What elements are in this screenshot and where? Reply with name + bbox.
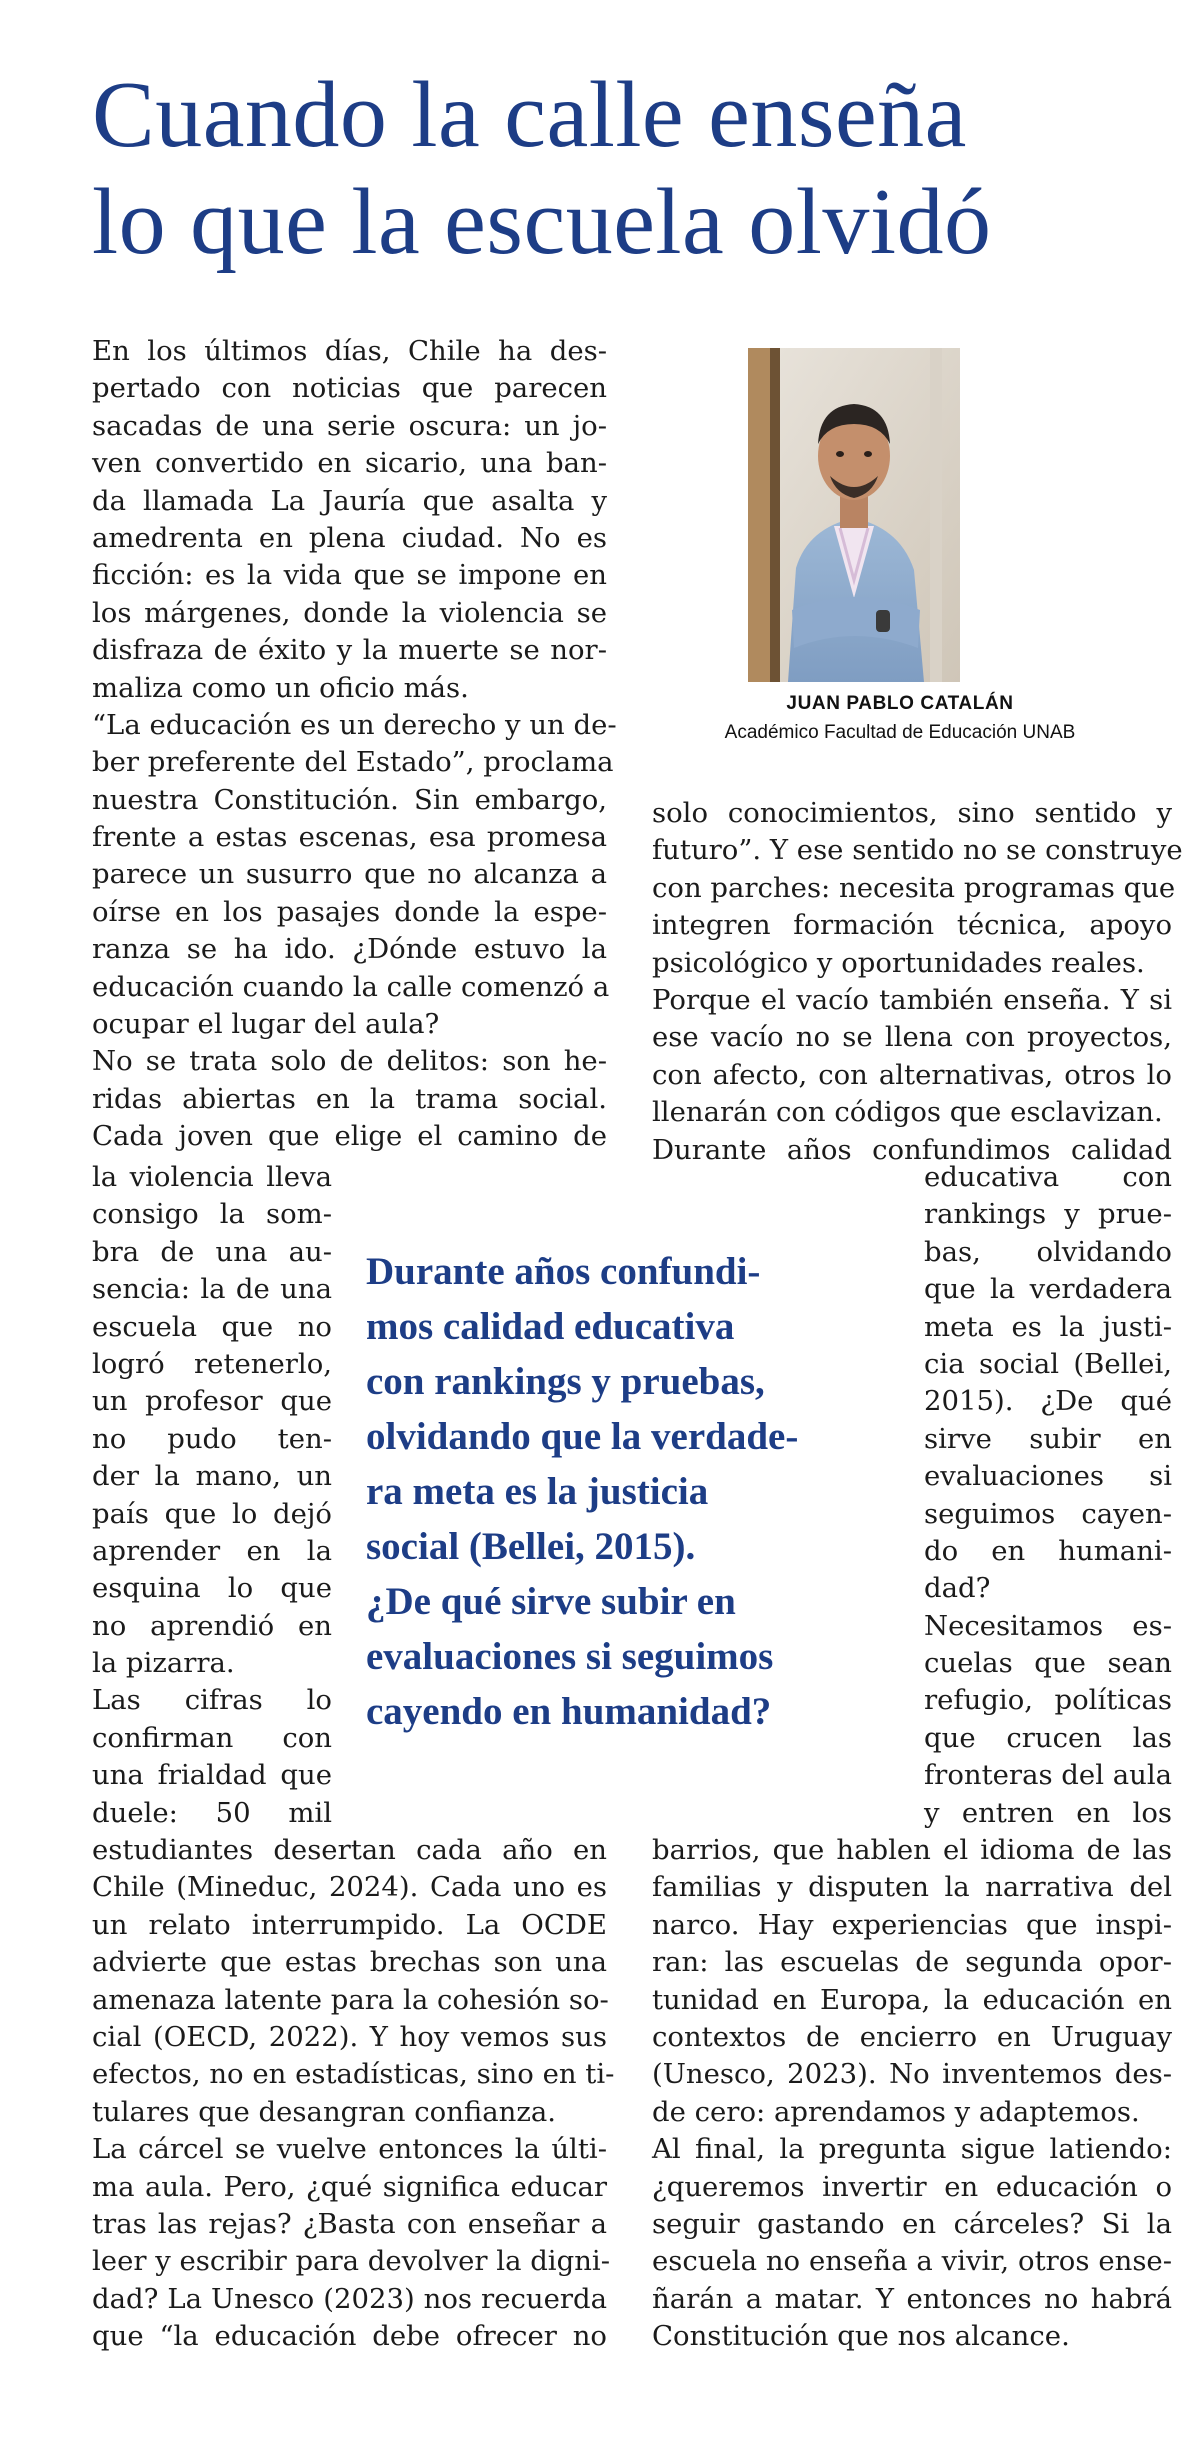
body-text-line: con afecto, con alternativas, otros lo: [652, 1058, 1172, 1091]
body-column-right-top: [652, 795, 1183, 1169]
body-text-line: leer y escribir para devolver la digni-: [92, 2245, 611, 2278]
body-text-line: ran: las escuelas de segunda opor-: [652, 1946, 1172, 1979]
body-text-line: educativa con: [924, 1161, 1172, 1193]
body-text-line: Durante años confundimos calidad: [652, 1133, 1172, 1166]
body-text-line: esquina lo que: [92, 1572, 332, 1605]
body-text-line: que “la educación debe ofrecer no: [92, 2320, 607, 2353]
body-text-line: der la mano, un: [92, 1460, 332, 1493]
body-text-line: ranza se ha ido. ¿Dónde estuvo la: [92, 933, 607, 966]
body-text-line: que crucen las: [924, 1721, 1172, 1754]
body-text-line: contextos de encierro en Uruguay: [652, 2020, 1172, 2053]
body-text-line: Cada joven que elige el camino de: [92, 1120, 607, 1153]
body-text-line: advierte que estas brechas son una: [92, 1946, 607, 1979]
body-text-line: confirman con: [92, 1721, 332, 1754]
body-text-line: ese vacío no se llena con proyectos,: [652, 1021, 1172, 1054]
body-text-line: tunidad en Europa, la educación en: [652, 1983, 1172, 2016]
body-text-line: refugio, políticas: [924, 1684, 1172, 1717]
pull-quote-line: ¿De qué sirve subir en: [366, 1580, 736, 1623]
body-text-line: la pizarra.: [92, 1647, 235, 1680]
body-text-line: los márgenes, donde la violencia se: [92, 596, 607, 629]
body-text-line: cuelas que sean: [924, 1647, 1172, 1680]
body-text-line: no aprendió en: [92, 1609, 332, 1642]
body-text-line: bra de una au-: [92, 1235, 332, 1268]
body-text-line: barrios, que hablen el idioma de las: [652, 1834, 1172, 1866]
pull-quote-line: evaluaciones si seguimos: [366, 1635, 774, 1678]
body-text-line: educación cuando la calle comenzó a: [92, 970, 610, 1003]
body-text-line: En los últimos días, Chile ha des-: [92, 335, 607, 367]
body-text-line: que la verdadera: [924, 1273, 1172, 1306]
body-text-line: familias y disputen la narrativa del: [652, 1871, 1172, 1904]
body-text-line: solo conocimientos, sino sentido y: [652, 797, 1172, 829]
body-text-line: oírse en los pasajes donde la espe-: [92, 895, 607, 928]
body-text-line: consigo la som-: [92, 1198, 332, 1231]
pull-quote-line: olvidando que la verdade-: [366, 1415, 799, 1458]
body-text-line: fronteras del aula: [924, 1759, 1173, 1792]
body-text-line: da llamada La Jauría que asalta y: [92, 484, 607, 517]
body-text-line: Al final, la pregunta sigue latiendo:: [652, 2133, 1172, 2166]
article-headline: [92, 62, 1172, 276]
body-text-line: llenarán con códigos que esclavizan.: [652, 1096, 1163, 1129]
headline-line-1: Cuando la calle enseña: [92, 63, 967, 167]
body-text-line: psicológico y oportunidades reales.: [652, 946, 1145, 979]
body-text-line: la violencia lleva: [92, 1161, 332, 1193]
body-text-line: sencia: la de una: [92, 1273, 332, 1306]
body-text-line: estudiantes desertan cada año en: [92, 1834, 607, 1866]
body-column-right-bottom: [652, 1832, 1172, 2355]
body-text-line: dad? La Unesco (2023) nos recuerda: [92, 2282, 607, 2315]
body-text-line: narco. Hay experiencias que inspi-: [652, 1908, 1172, 1941]
body-text-line: Constitución que nos alcance.: [652, 2320, 1070, 2353]
pull-quote-line: cayendo en humanidad?: [366, 1690, 772, 1733]
body-text-line: bas, olvidando: [924, 1235, 1172, 1268]
body-text-line: frente a estas escenas, esa promesa: [92, 821, 607, 854]
body-text-line: “La educación es un derecho y un de-: [92, 708, 617, 741]
body-column-left-narrow: [92, 1159, 332, 1832]
body-text-line: ridas abiertas en la trama social.: [92, 1082, 607, 1115]
body-text-line: seguimos cayen-: [924, 1497, 1172, 1530]
pull-quote-line: ra meta es la justicia: [366, 1470, 709, 1513]
pull-quote-line: mos calidad educativa: [366, 1305, 735, 1348]
body-text-line: disfraza de éxito y la muerte se nor-: [92, 634, 607, 667]
body-text-line: una frialdad que: [92, 1759, 332, 1792]
body-text-line: ficción: es la vida que se impone en: [92, 559, 607, 592]
pull-quote: [366, 1244, 896, 1739]
body-text-line: Chile (Mineduc, 2024). Cada uno es: [92, 1871, 607, 1904]
body-text-line: No se trata solo de delitos: son he-: [92, 1045, 607, 1078]
body-text-line: integren formación técnica, apoyo: [652, 909, 1172, 942]
body-text-line: ñarán a matar. Y entonces no habrá: [652, 2282, 1172, 2315]
body-text-line: amenaza latente para la cohesión so-: [92, 1983, 609, 2016]
body-text-line: ber preferente del Estado”, proclama: [92, 746, 614, 779]
body-text-line: pertado con noticias que parecen: [92, 372, 607, 405]
body-text-line: futuro”. Y ese sentido no se construye: [652, 834, 1183, 867]
headline-line-2: lo que la escuela olvidó: [92, 170, 992, 274]
body-column-left-top: [92, 333, 617, 1156]
body-text-line: La cárcel se vuelve entonces la últi-: [92, 2133, 607, 2166]
body-text-line: ven convertido en sicario, una ban-: [92, 447, 607, 480]
body-text-line: evaluaciones si: [924, 1460, 1172, 1493]
body-text-line: efectos, no en estadísticas, sino en ti-: [92, 2058, 615, 2091]
body-text-line: duele: 50 mil: [92, 1796, 332, 1829]
body-text-line: ocupar el lugar del aula?: [92, 1008, 440, 1041]
body-text-line: meta es la justi-: [924, 1310, 1172, 1343]
body-text-line: país que lo dejó: [92, 1497, 332, 1530]
body-text-line: (Unesco, 2023). No inventemos des-: [652, 2058, 1172, 2091]
author-portrait-image: [748, 348, 960, 682]
body-text-line: maliza como un oficio más.: [92, 671, 469, 704]
body-column-right-narrow: [924, 1159, 1172, 1832]
body-text-line: con parches: necesita programas que: [652, 871, 1176, 904]
body-text-line: do en humani-: [924, 1534, 1172, 1567]
body-text-line: cial (OECD, 2022). Y hoy vemos sus: [92, 2020, 607, 2053]
body-text-line: sacadas de una serie oscura: un jo-: [92, 409, 607, 442]
body-text-line: dad?: [924, 1572, 991, 1605]
body-text-line: Las cifras lo: [92, 1684, 332, 1717]
author-name: JUAN PABLO CATALÁN: [786, 693, 1014, 714]
body-text-line: Porque el vacío también enseña. Y si: [652, 983, 1172, 1016]
body-text-line: nuestra Constitución. Sin embargo,: [92, 783, 607, 816]
body-text-line: escuela que no: [92, 1310, 332, 1343]
body-text-line: 2015). ¿De qué: [924, 1385, 1172, 1418]
pull-quote-line: social (Bellei, 2015).: [366, 1525, 696, 1568]
author-role: Académico Facultad de Educación UNAB: [724, 722, 1076, 743]
body-column-left-bottom: [92, 1832, 615, 2355]
body-text-line: ma aula. Pero, ¿qué significa educar: [92, 2170, 607, 2203]
body-text-line: tras las rejas? ¿Basta con enseñar a: [92, 2207, 607, 2240]
pull-quote-line: Durante años confundi-: [366, 1250, 761, 1293]
body-text-line: cia social (Bellei,: [924, 1347, 1172, 1380]
body-text-line: y entren en los: [924, 1796, 1172, 1829]
body-text-line: de cero: aprendamos y adaptemos.: [652, 2095, 1140, 2128]
body-text-line: seguir gastando en cárceles? Si la: [652, 2207, 1172, 2240]
body-text-line: no pudo ten-: [92, 1422, 332, 1455]
body-text-line: ¿queremos invertir en educación o: [652, 2170, 1172, 2203]
author-photo: [748, 348, 960, 682]
body-text-line: rankings y prue-: [924, 1198, 1172, 1231]
body-text-line: sirve subir en: [924, 1422, 1172, 1455]
body-text-line: escuela no enseña a vivir, otros ense-: [652, 2245, 1172, 2278]
body-text-line: amedrenta en plena ciudad. No es: [92, 521, 607, 554]
body-text-line: logró retenerlo,: [92, 1347, 332, 1380]
body-text-line: un profesor que: [92, 1385, 332, 1418]
body-text-line: Necesitamos es-: [924, 1609, 1172, 1642]
body-text-line: tulares que desangran confianza.: [92, 2095, 556, 2128]
body-text-line: aprender en la: [92, 1534, 332, 1567]
pull-quote-line: con rankings y pruebas,: [366, 1360, 765, 1403]
body-text-line: un relato interrumpido. La OCDE: [92, 1908, 607, 1941]
body-text-line: parece un susurro que no alcanza a: [92, 858, 607, 891]
